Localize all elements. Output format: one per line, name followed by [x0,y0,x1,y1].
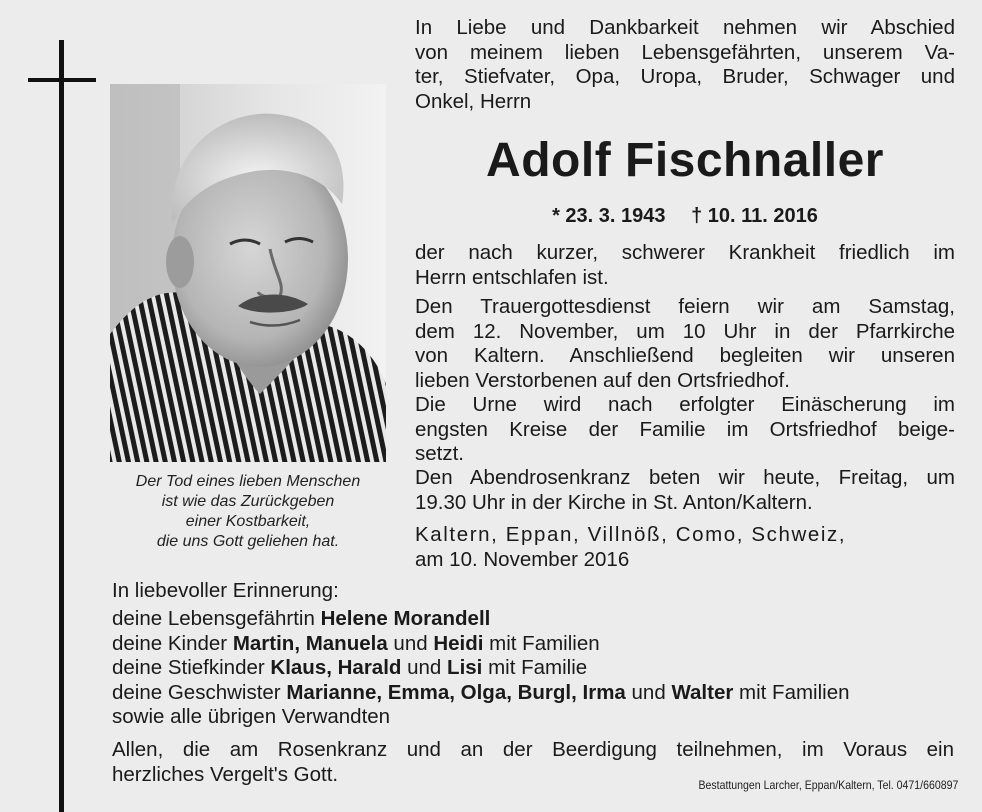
memory-heading-text: In liebevoller Erinnerung: [112,579,339,602]
family-list [112,607,954,730]
text-line: von meinem lieben Lebensgefährten, unserem Va- [415,40,955,64]
paragraph-passing [415,241,955,290]
family-partner [112,607,954,632]
family-names: Lisi [447,656,483,679]
text-line: Den Trauergottesdienst feiern wir am Samstag, [415,295,955,318]
family-names: Martin, Manuela [232,631,388,655]
date-line: am 10. November 2016 [415,547,630,571]
intro-text [415,16,955,114]
text-line: dem 12. November, um 10 Uhr in der Pfarrkirche [415,319,955,343]
family-names: Marianne, Emma, Olga, Burgl, Irma [286,680,626,704]
family-suffix: mit Familien [733,680,850,704]
life-dates [415,203,955,229]
death-date: † 10. 11. 2016 [691,205,818,227]
family-conjunction: und [625,680,672,704]
text-line: setzt. [415,442,464,465]
quote-line: einer Kostbarkeit, [185,513,311,530]
funeral-home-footer: Bestattungen Larcher, Eppan/Kaltern, Tel. 0471/660897 [698,778,958,792]
deceased-name: Adolf Fischnaller [486,134,884,187]
text-line: Den Abendrosenkranz beten wir heute, Freitag, um [415,466,955,489]
quote-line: die uns Gott geliehen hat. [156,533,340,550]
text-line: In Liebe und Dankbarkeit nehmen wir Abschied [415,16,955,39]
portrait-illustration [110,84,386,462]
text-line: Herrn entschlafen ist. [415,265,609,289]
birth-date: * 23. 3. 1943 [552,205,666,227]
family-suffix: mit Familien [483,631,600,655]
family-names: Klaus, Harald [270,656,402,679]
text-line: lieben Verstorbenen auf den Ortsfriedhof. [415,368,790,392]
family-conjunction: und [387,631,434,655]
family-names: Walter [671,680,734,704]
text-line: ter, Stiefvater, Opa, Uropa, Bruder, Schwager und [415,65,955,88]
text-line: Die Urne wird nach erfolgter Einäscherung im [415,393,955,416]
memory-heading [112,579,954,604]
family-children [112,632,954,657]
family-label: deine Geschwister [112,680,287,704]
family-siblings [112,681,954,706]
family-suffix: mit Familie [482,656,588,679]
family-conjunction: und [401,656,448,679]
text-line: engsten Kreise der Familie im Ortsfriedhof beige- [415,417,955,441]
text-line: Allen, die am Rosenkranz und an der Beerdigung teilnehmen, im Voraus ein [112,738,954,761]
text-line: der nach kurzer, schwerer Krankheit friedlich im [415,241,955,264]
family-others: sowie alle übrigen Verwandten [112,705,391,728]
text-line: 19.30 Uhr in der Kirche in St. Anton/Kaltern. [415,490,813,514]
text-line: von Kaltern. Anschließend begleiten wir unseren [415,344,955,367]
portrait-photo [110,84,386,462]
family-label: deine Kinder [112,631,233,655]
paragraph-rosary [415,466,955,515]
family-names: Heidi [433,631,484,655]
family-stepchildren [112,656,954,681]
text-line: Onkel, Herrn [415,89,532,113]
quote-line: ist wie das Zurückgeben [161,493,335,510]
family-label: deine Stiefkinder [112,656,271,679]
paragraph-service [415,295,955,467]
place-date [415,523,955,572]
cross-icon-vertical [59,40,64,812]
cross-icon-horizontal [28,78,96,82]
quote-line: Der Tod eines lieben Menschen [135,473,361,490]
family-names: Helene Morandell [320,607,491,630]
family-label: deine Lebensgefährtin [112,607,321,630]
text-line: herzliches Vergelt's Gott. [112,762,339,786]
place-line: Kaltern, Eppan, Villnöß, Como, Schweiz, [415,523,847,546]
memorial-quote [98,472,398,552]
